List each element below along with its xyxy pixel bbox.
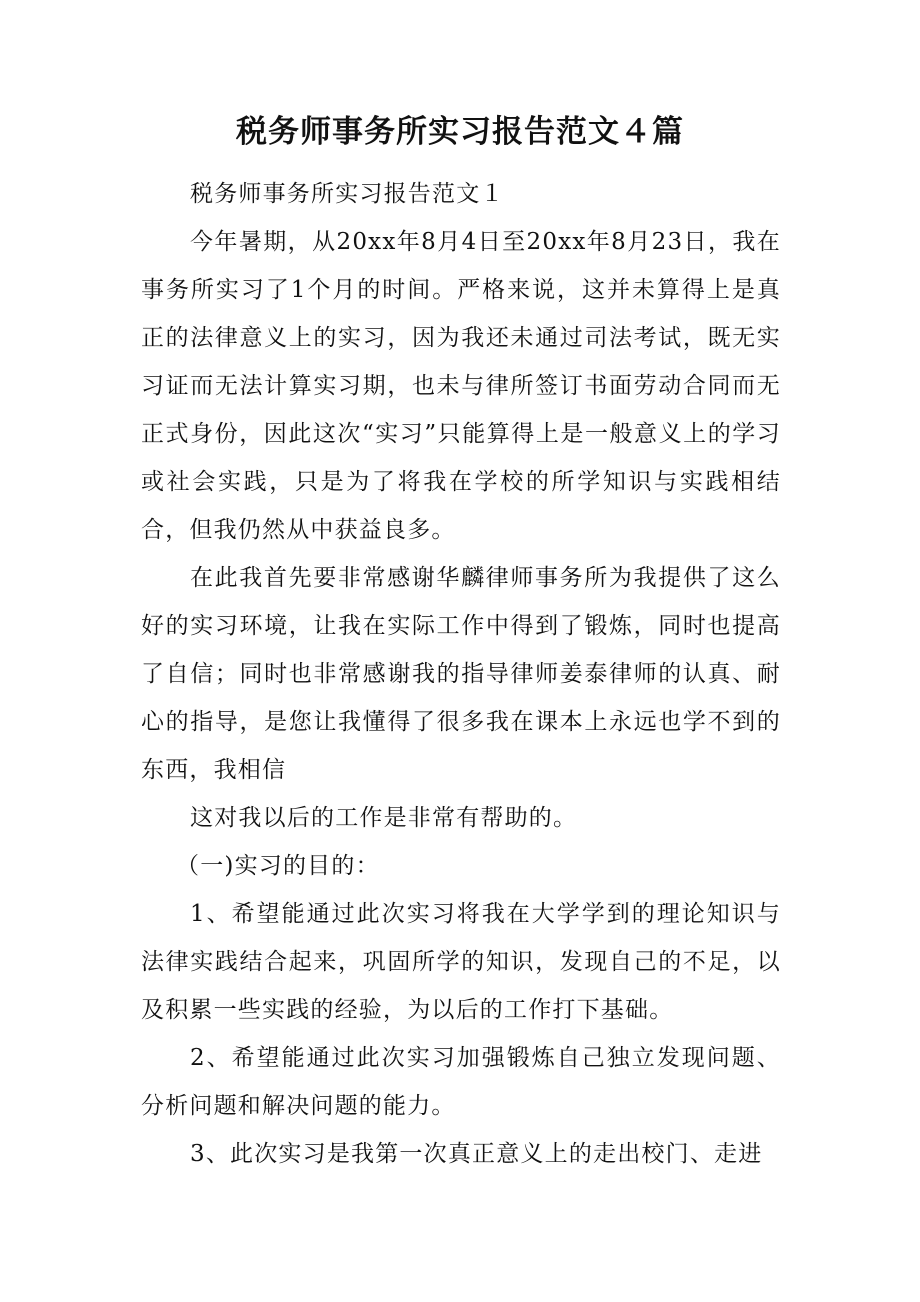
document-title: 税务师事务所实习报告范文４篇 <box>236 114 684 150</box>
section-heading: 税务师事务所实习报告范文１ <box>190 181 505 207</box>
subheading-purpose: （一)实习的目的： <box>176 853 380 879</box>
list-item-1: 1、希望能通过此次实习将我在大学学到的理论知识与法律实践结合起来，巩固所学的知识，发现自己的不足，以及积累一些实践的经验，为以后的工作打下基础。 <box>141 901 781 1023</box>
document-body <box>141 170 781 1178</box>
paragraph-helpful: 这对我以后的工作是非常有帮助的。 <box>190 805 578 831</box>
list-item-3: 3、此次实习是我第一次真正意义上的走出校门、走进 <box>190 1141 763 1167</box>
list-item-2: 2、希望能通过此次实习加强锻炼自己独立发现问题、分析问题和解决问题的能力。 <box>141 1045 781 1119</box>
paragraph-acknowledgement: 在此我首先要非常感谢华麟律师事务所为我提供了这么好的实习环境，让我在实际工作中得到了锻炼，同时也提高了自信；同时也非常感谢我的指导律师姜泰律师的认真、耐心的指导，是您让我懂得了很多我在课本上永远也学不到的东西，我相信 <box>141 565 781 783</box>
paragraph-internship-period: 今年暑期，从20xx年8月4日至20xx年8月23日，我在事务所实习了1个月的时间。严格来说，这并未算得上是真正的法律意义上的实习，因为我还未通过司法考试，既无实习证而无法计算实习期，也未与律所签订书面劳动合同而无正式身份，因此这次“实习”只能算得上是一般意义上的学习或社会实践，只是为了将我在学校的所学知识与实践相结合，但我仍然从中获益良多。 <box>141 229 781 543</box>
